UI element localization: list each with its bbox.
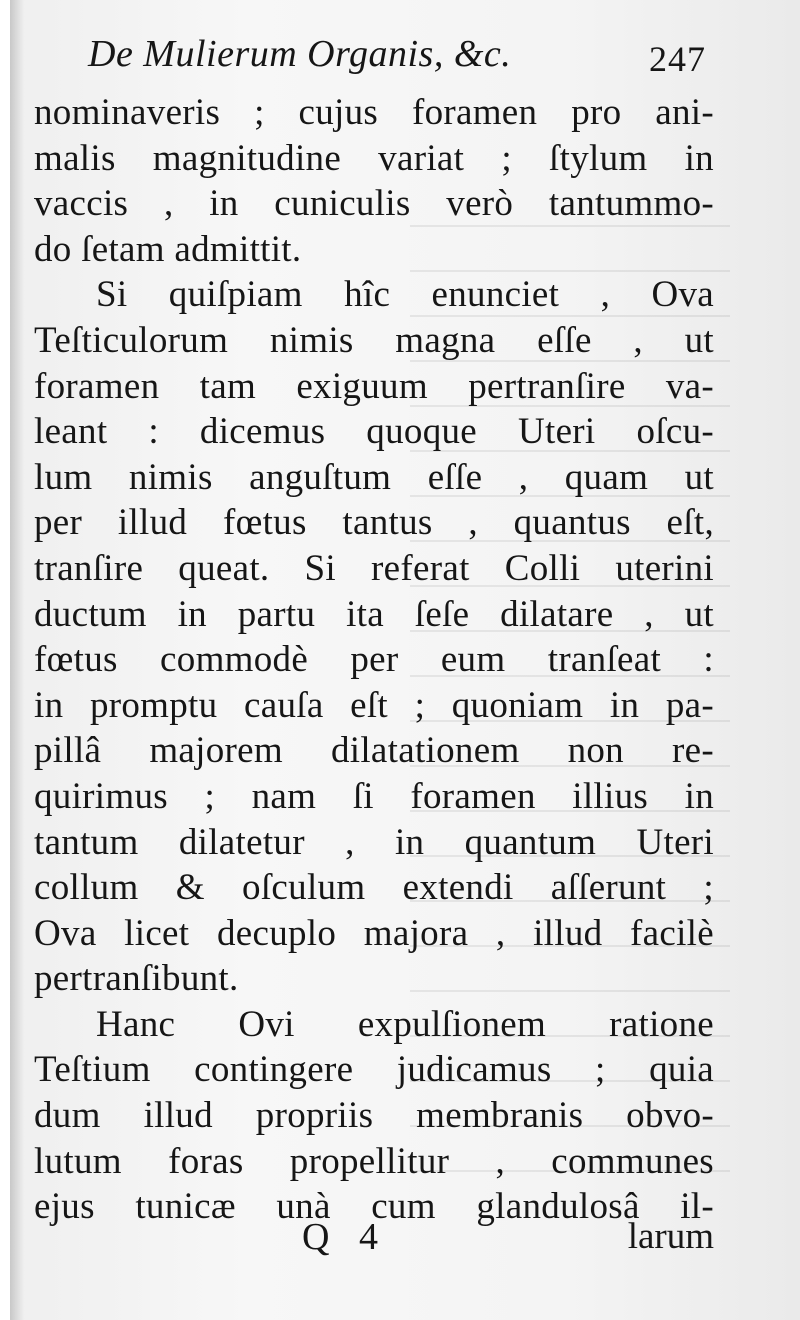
text-line: Teſticulorum nimis magna eſſe , ut	[34, 319, 714, 361]
text-line: lum nimis anguſtum eſſe , quam ut	[34, 456, 714, 498]
text-line: Teſtium contingere judicamus ; quia	[34, 1049, 714, 1091]
text-line: Ova licet decuplo majora , illud facilè	[34, 912, 714, 954]
text-line: foramen tam exiguum pertranſire va-	[34, 365, 714, 407]
page-header	[10, 30, 800, 90]
text-line: do ſetam admittit.	[34, 228, 302, 270]
paragraph-start-line: Hanc Ovi expulſionem ratione	[96, 1003, 714, 1045]
signature-mark: Q 4	[302, 1216, 388, 1258]
text-line: pillâ majorem dilatationem non re-	[34, 730, 714, 772]
running-title: De Mulierum Organis, &c.	[88, 33, 512, 75]
catchword: larum	[627, 1216, 714, 1257]
text-line: ejus tunicæ unà cum glandulosâ il-	[34, 1186, 714, 1228]
body-text	[34, 90, 714, 1230]
text-line: nominaveris ; cujus foramen pro ani-	[34, 92, 714, 133]
text-line: vaccis , in cuniculis verò tantummo-	[34, 183, 714, 225]
text-line: fœtus commodè per eum tranſeat :	[34, 639, 714, 681]
text-line: per illud fœtus tantus , quantus eſt,	[34, 502, 714, 544]
text-line: quirimus ; nam ſi foramen illius in	[34, 775, 714, 817]
text-line: ductum in partu ita ſeſe dilatare , ut	[34, 593, 714, 635]
text-line: tranſire queat. Si referat Colli uterini	[34, 547, 714, 589]
page-footer	[10, 1215, 800, 1275]
text-line: tantum dilatetur , in quantum Uteri	[34, 821, 714, 863]
paragraph-start-line: Si quiſpiam hîc enunciet , Ova	[96, 274, 714, 316]
text-line: in promptu cauſa eſt ; quoniam in pa-	[34, 684, 714, 726]
text-line: lutum foras propellitur , communes	[34, 1140, 714, 1182]
text-line: collum & oſculum extendi aſſerunt ;	[34, 867, 714, 909]
text-line: leant : dicemus quoque Uteri oſcu-	[34, 411, 714, 453]
book-page	[10, 0, 800, 1320]
page-number: 247	[649, 39, 706, 79]
text-line: dum illud propriis membranis obvo-	[34, 1095, 714, 1137]
gutter-shadow	[10, 0, 24, 1320]
text-line: malis magnitudine variat ; ſtylum in	[34, 137, 714, 179]
text-line: pertranſibunt.	[34, 958, 239, 1000]
